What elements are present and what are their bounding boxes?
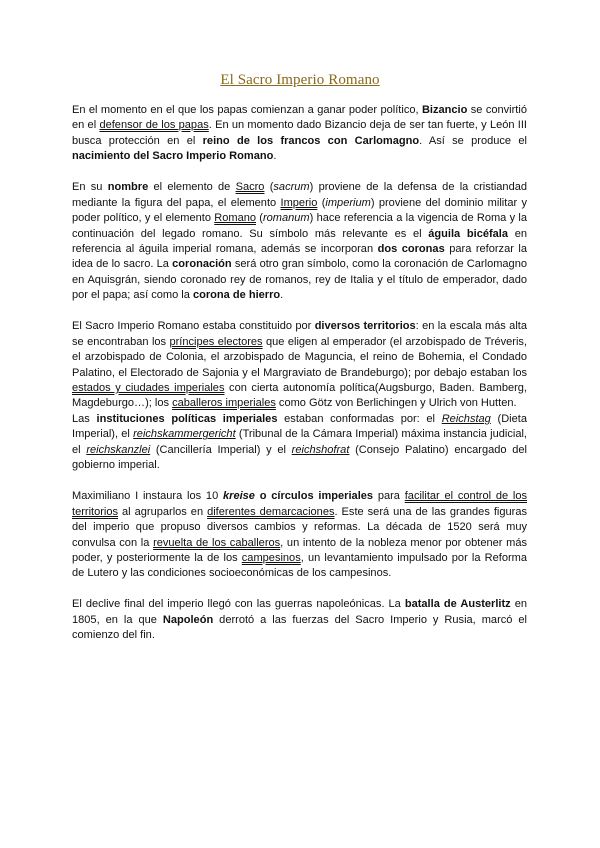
- paragraph-decline: [72, 597, 527, 643]
- underlined-term: príncipes electores: [169, 335, 263, 348]
- underlined-term: revuelta de los caballeros: [153, 536, 281, 549]
- text-run: Maximiliano I instaura los 10: [72, 490, 223, 503]
- text-run: , un intento de la nobleza menor por obtener más poder, y posteriormente la de los: [72, 536, 528, 564]
- bold-text: dos coronas: [377, 243, 445, 256]
- underlined-term: facilitar el control de los territorios: [72, 490, 528, 518]
- underlined-term: Sacro: [235, 181, 265, 194]
- underlined-term: caballeros imperiales: [172, 397, 276, 410]
- text-run: El declive final del imperio llegó con las guerras napoleónicas. La: [72, 598, 405, 611]
- bold-italic-text: kreise: [223, 490, 255, 503]
- paragraph-intro: [72, 103, 527, 165]
- bold-text: coronación: [172, 258, 232, 271]
- text-run: en 1805, en la que: [72, 598, 528, 626]
- underlined-term: reichshofrat: [291, 443, 350, 456]
- underlined-term: reichskammergericht: [133, 428, 236, 441]
- text-run: ) hace referencia a la vigencia de Roma y la continuación del legado romano. Su símbolo más relevante es el: [72, 212, 527, 240]
- bold-text: corona de hierro: [192, 289, 281, 302]
- bold-text: águila bicéfala: [428, 227, 509, 240]
- bold-text: Napoleón: [162, 613, 214, 626]
- bold-text: batalla de Austerlitz: [404, 598, 511, 611]
- italic-text: sacrum: [273, 181, 310, 194]
- underlined-term: reichskanzlei: [86, 443, 151, 456]
- text-run: (Cancillería Imperial) y el: [150, 443, 292, 456]
- text-run: se convirtió en el: [72, 104, 527, 132]
- paragraph-maximilian: [72, 489, 527, 582]
- underlined-term: Reichstag: [441, 412, 491, 425]
- text-run: En su: [72, 181, 108, 194]
- underlined-term: Romano: [214, 212, 257, 225]
- text-run: al agruparlos en: [118, 505, 208, 518]
- text-run: (: [256, 212, 263, 225]
- text-run: el elemento de: [148, 181, 236, 194]
- underlined-term: estados y ciudades imperiales: [72, 382, 225, 395]
- bold-text: nombre: [107, 181, 149, 194]
- text-run: (Dieta Imperial), el: [72, 412, 527, 441]
- underlined-term: defensor de los papas: [99, 119, 209, 132]
- text-run: .: [280, 289, 284, 302]
- text-run: con cierta autonomía política(Augsburgo, Baden. Bamberg, Magdeburgo…); los: [72, 382, 528, 410]
- text-run: En el momento en el que los papas comienzan a ganar poder político,: [72, 104, 422, 116]
- bold-text: nacimiento del Sacro Imperio Romano: [72, 150, 274, 163]
- document-title: El Sacro Imperio Romano: [220, 72, 380, 88]
- text-run: para reforzar la idea de lo sacro. La: [72, 243, 527, 271]
- text-run: como Götz von Berlichingen y Ulrich von Hutten.: [275, 397, 517, 410]
- text-run: : en la escala más alta se encontraban los: [72, 320, 527, 348]
- bold-text: reino de los francos con Carlomagno: [202, 134, 420, 147]
- bold-text: o círculos imperiales: [254, 490, 374, 503]
- text-run: El Sacro Imperio Romano estaba constituido por: [72, 320, 315, 333]
- paragraph-institutions: [72, 412, 527, 474]
- bold-text: diversos territorios: [314, 320, 416, 333]
- italic-text: romanum: [262, 212, 310, 225]
- text-run: ) proviene de la defensa de la cristiandad mediante la figura del papa, el elemento: [72, 181, 528, 209]
- text-run: (Consejo Palatino) encargado del gobierno imperial.: [72, 443, 527, 472]
- text-run: (: [264, 181, 274, 194]
- paragraph-name-symbols: [72, 180, 527, 304]
- text-run: . Así se produce el: [419, 134, 527, 147]
- text-run: ) proviene del dominio militar y poder político, y el elemento: [72, 196, 528, 225]
- bold-text: instituciones políticas imperiales: [96, 412, 278, 425]
- underlined-term: diferentes demarcaciones: [207, 505, 335, 518]
- text-run: que eligen al emperador (el arzobispado de Tréveris, el arzobispado de Colonia, el arzobispado de Maguncia, el reino de Bohemia, el Condado Palatino, el Electorado de Sajonia y el Margraviato de Brandeburgo); por debajo estaban los: [72, 335, 527, 379]
- text-run: en referencia al águila imperial romana, además se incorporan: [72, 227, 528, 256]
- text-run: (: [317, 196, 326, 209]
- text-run: (Tribunal de la Cámara Imperial) máxima instancia judicial, el: [72, 428, 527, 456]
- italic-text: imperium: [325, 196, 371, 209]
- text-run: . En un momento dado Bizancio deja de ser tan fuerte, y León III busca protección en el: [72, 119, 527, 147]
- text-run: . Este será una de las grandes figuras del imperio que propuso diversos cambios y reformas. La década de 1520 será muy convulsa con la: [72, 505, 527, 549]
- text-run: estaban conformadas por: el: [277, 412, 442, 425]
- underlined-term: campesinos: [241, 551, 301, 564]
- underlined-term: Imperio: [280, 196, 318, 209]
- text-run: derrotó a las fuerzas del Sacro Imperio y Rusia, marcó el comienzo del fin.: [72, 613, 527, 642]
- text-run: , un levantamiento impulsado por la Reforma de Lutero y las condiciones socioeconómicas de los campesinos.: [72, 551, 527, 580]
- text-run: Las: [72, 412, 97, 425]
- text-run: .: [273, 150, 277, 163]
- document-body: [72, 103, 527, 659]
- bold-text: Bizancio: [421, 104, 468, 116]
- text-run: será otro gran símbolo, como la coronación de Carlomagno en Aquisgrán, siendo coronado rey de romanos, rey de Italia y el título de emperador, dado por el papa; así como la: [72, 258, 527, 302]
- text-run: para: [373, 490, 405, 503]
- paragraph-territories: [72, 319, 527, 412]
